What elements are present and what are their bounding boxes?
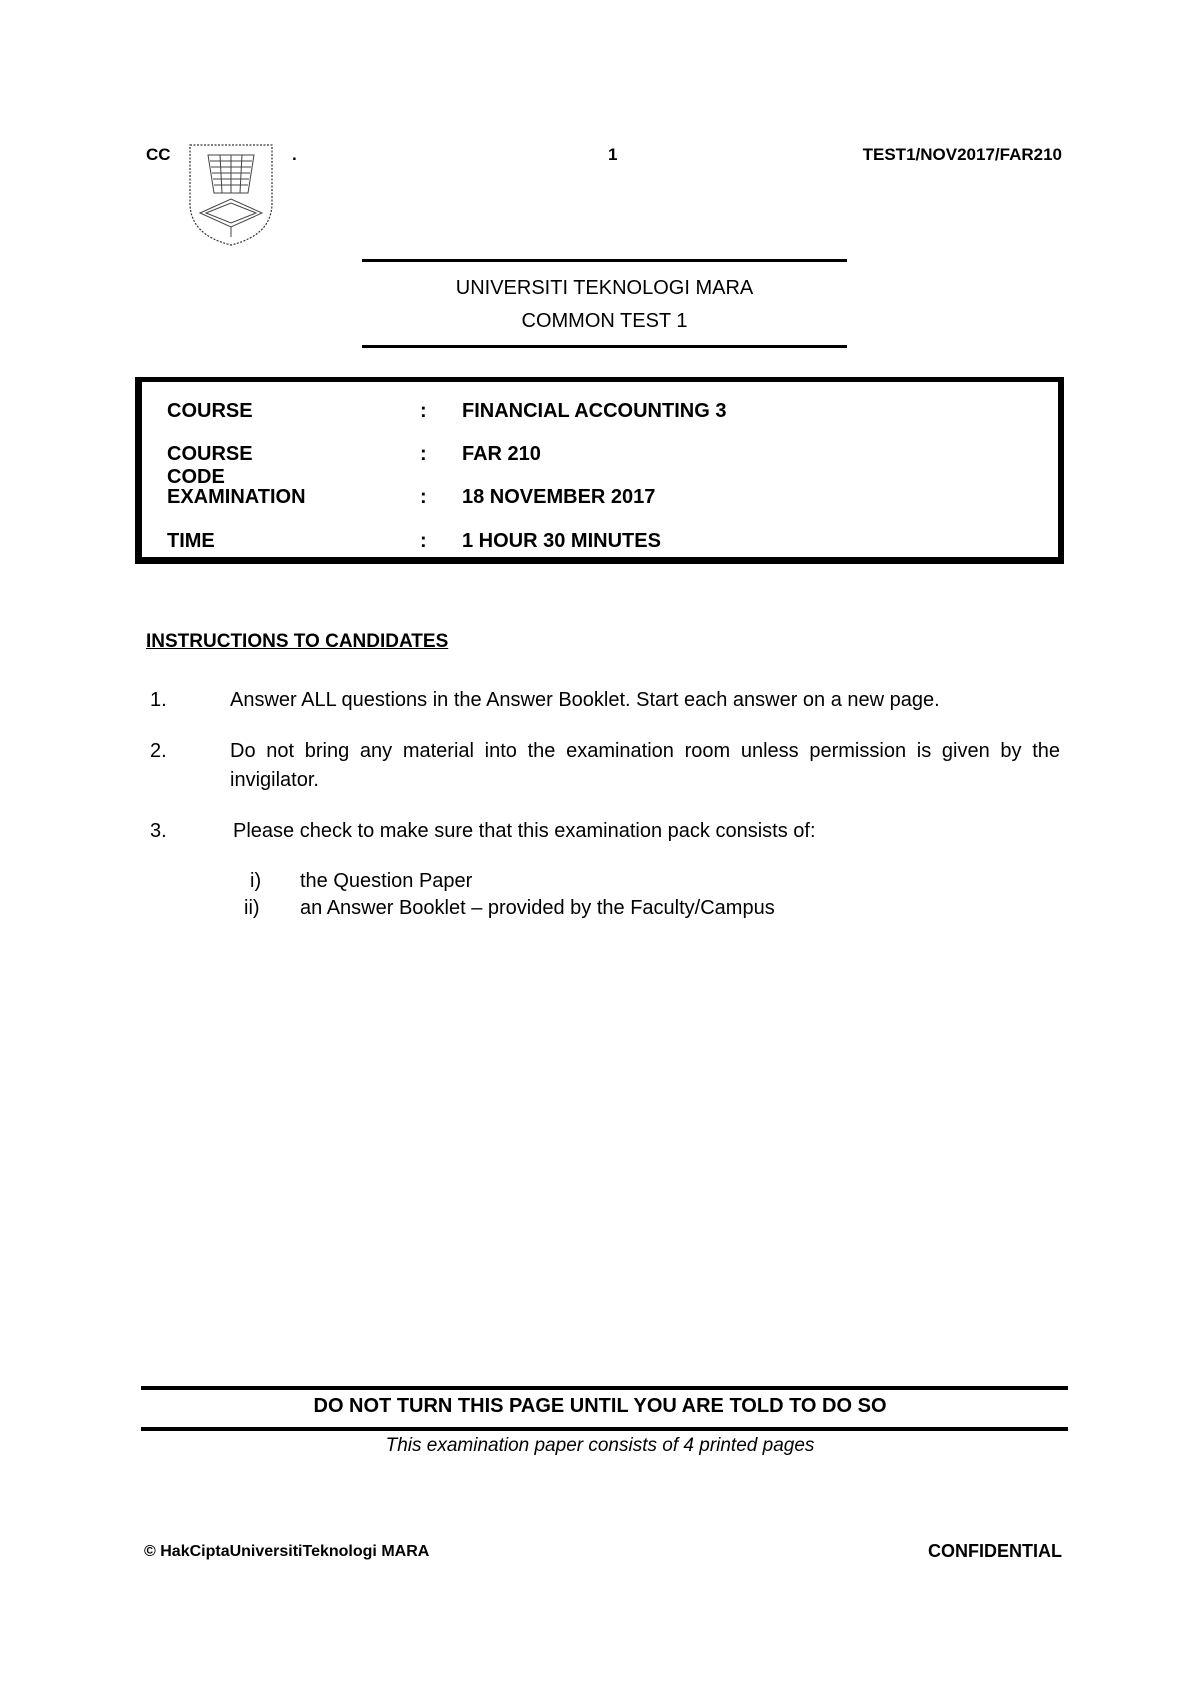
university-logo <box>188 143 274 247</box>
info-colon: : <box>420 400 427 422</box>
info-value: 1 HOUR 30 MINUTES <box>462 530 661 552</box>
info-value: FAR 210 <box>462 443 541 465</box>
info-label: COURSE CODE <box>167 443 253 488</box>
instruction-text: Please check to make sure that this examination pack consists of: <box>233 820 816 842</box>
header-reference: TEST1/NOV2017/FAR210 <box>862 145 1062 164</box>
instruction-number: 1. <box>150 689 167 711</box>
warning-bottom-rule <box>141 1427 1068 1431</box>
university-name: UNIVERSITI TEKNOLOGI MARA <box>455 277 754 299</box>
warning-text: DO NOT TURN THIS PAGE UNTIL YOU ARE TOLD TO DO SO <box>313 1395 887 1417</box>
info-label: EXAMINATION <box>167 486 306 508</box>
test-name: COMMON TEST 1 <box>521 310 688 332</box>
instruction-text: Do not bring any material into the examination room unless permission is given by the invigilator. <box>230 740 1060 791</box>
info-colon: : <box>420 530 427 552</box>
subitem-text: the Question Paper <box>300 870 473 892</box>
course-info-box <box>135 377 1064 564</box>
info-colon: : <box>420 443 427 465</box>
info-label: COURSE <box>167 400 253 422</box>
info-value: 18 NOVEMBER 2017 <box>462 486 656 508</box>
page-count-note: This examination paper consists of 4 printed pages <box>385 1435 815 1456</box>
info-value: FINANCIAL ACCOUNTING 3 <box>462 400 727 422</box>
instruction-text: Answer ALL questions in the Answer Booklet. Start each answer on a new page. <box>230 689 940 711</box>
title-top-rule <box>362 259 847 262</box>
subitem-text: an Answer Booklet – provided by the Faculty/Campus <box>300 897 775 919</box>
header-page-number: 1 <box>608 145 618 164</box>
header-left-code: CC <box>146 145 171 164</box>
warning-top-rule <box>141 1386 1068 1390</box>
info-label: TIME <box>167 530 215 552</box>
instruction-number: 2. <box>150 740 167 762</box>
info-colon: : <box>420 486 427 508</box>
instruction-number: 3. <box>150 820 167 842</box>
subitem-number: i) <box>250 870 262 892</box>
title-bottom-rule <box>362 345 847 348</box>
instructions-heading: INSTRUCTIONS TO CANDIDATES <box>146 631 449 652</box>
copyright-notice: © HakCiptaUniversitiTeknologi MARA <box>144 1543 430 1560</box>
confidential-label: CONFIDENTIAL <box>928 1541 1062 1561</box>
header-dot: . <box>292 145 297 164</box>
subitem-number: ii) <box>244 897 260 919</box>
